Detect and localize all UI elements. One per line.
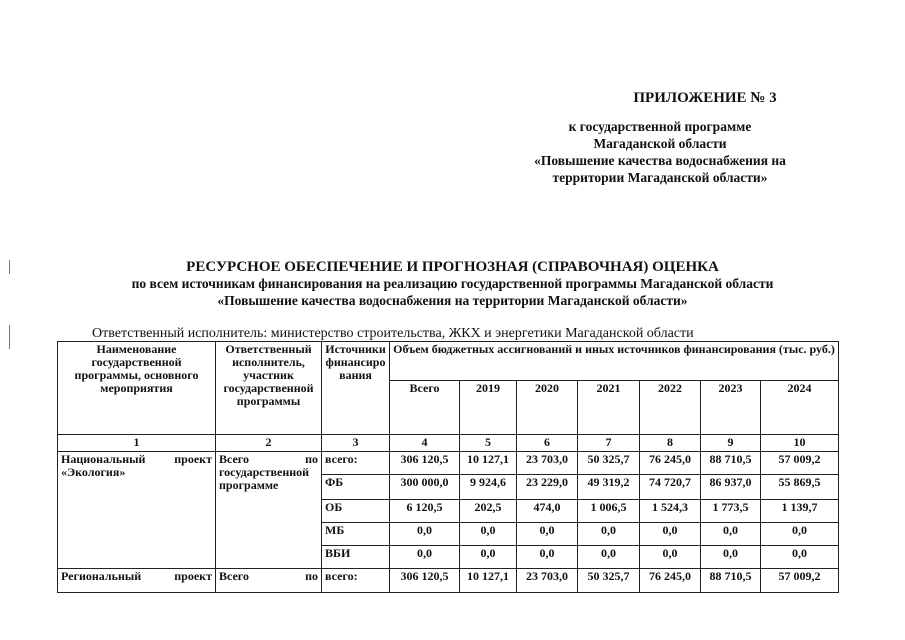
appendix-block <box>470 90 850 186</box>
appendix-line: «Повышение качества водоснабжения на <box>534 153 786 168</box>
value-cell: 0,0 <box>761 546 839 569</box>
value-cell: 74 720,7 <box>640 475 701 500</box>
header-volume: Объем бюджетных ассигнований и иных источников финансирования (тыс. руб.) <box>390 342 839 381</box>
column-number: 1 <box>58 435 216 452</box>
table-row <box>58 569 839 593</box>
source-cell: всего: <box>322 569 390 593</box>
value-cell: 0,0 <box>701 546 761 569</box>
value-cell: 0,0 <box>578 546 640 569</box>
program-name: «Повышение качества водоснабжения на территории Магаданской области» <box>217 293 688 308</box>
value-cell: 1 006,5 <box>578 500 640 523</box>
value-cell: 0,0 <box>640 523 701 546</box>
header-row <box>58 342 839 381</box>
value-cell: 0,0 <box>578 523 640 546</box>
value-cell: 49 319,2 <box>578 475 640 500</box>
value-cell: 86 937,0 <box>701 475 761 500</box>
header-year: 2019 <box>460 381 517 435</box>
source-cell: ОБ <box>322 500 390 523</box>
value-cell: 50 325,7 <box>578 569 640 593</box>
column-number: 6 <box>517 435 578 452</box>
financing-table <box>57 341 839 593</box>
value-cell: 1 139,7 <box>761 500 839 523</box>
value-cell: 0,0 <box>390 546 460 569</box>
value-cell: 0,0 <box>517 523 578 546</box>
appendix-line: к государственной программе <box>568 119 752 134</box>
responsible-executor: Ответственный исполнитель: министерство строительства, ЖКХ и энергетики Магаданской области <box>92 326 694 341</box>
column-number: 9 <box>701 435 761 452</box>
document-subtitle: по всем источникам финансирования на реализацию государственной программы Магаданской области <box>131 276 774 291</box>
column-number: 3 <box>322 435 390 452</box>
value-cell: 55 869,5 <box>761 475 839 500</box>
value-cell: 0,0 <box>701 523 761 546</box>
value-cell: 0,0 <box>460 523 517 546</box>
value-cell: 50 325,7 <box>578 452 640 475</box>
header-year: 2022 <box>640 381 701 435</box>
value-cell: 202,5 <box>460 500 517 523</box>
value-cell: 1 773,5 <box>701 500 761 523</box>
value-cell: 76 245,0 <box>640 452 701 475</box>
column-numbers-row <box>58 435 839 452</box>
value-cell: 306 120,5 <box>390 452 460 475</box>
source-cell: МБ <box>322 523 390 546</box>
appendix-number: ПРИЛОЖЕНИЕ № 3 <box>633 90 777 106</box>
column-number: 10 <box>761 435 839 452</box>
value-cell: 0,0 <box>761 523 839 546</box>
appendix-line: территории Магаданской области» <box>552 170 768 185</box>
value-cell: 57 009,2 <box>761 569 839 593</box>
header-name: Наименование государственной программы, основного мероприятия <box>58 342 216 435</box>
value-cell: 9 924,6 <box>460 475 517 500</box>
header-year: 2021 <box>578 381 640 435</box>
header-year: 2020 <box>517 381 578 435</box>
value-cell: 88 710,5 <box>701 569 761 593</box>
value-cell: 0,0 <box>517 546 578 569</box>
column-number: 4 <box>390 435 460 452</box>
value-cell: 0,0 <box>390 523 460 546</box>
value-cell: 10 127,1 <box>460 569 517 593</box>
header-sources: Источники финансиро вания <box>322 342 390 435</box>
source-cell: всего: <box>322 452 390 475</box>
value-cell: 306 120,5 <box>390 569 460 593</box>
header-year: 2024 <box>761 381 839 435</box>
value-cell: 6 120,5 <box>390 500 460 523</box>
column-number: 8 <box>640 435 701 452</box>
value-cell: 23 703,0 <box>517 569 578 593</box>
value-cell: 23 229,0 <box>517 475 578 500</box>
value-cell: 0,0 <box>460 546 517 569</box>
header-executor: Ответственный исполнитель, участник государственной программы <box>216 342 322 435</box>
section-executor: Всего по <box>216 569 322 593</box>
value-cell: 474,0 <box>517 500 578 523</box>
value-cell: 57 009,2 <box>761 452 839 475</box>
header-total: Всего <box>390 381 460 435</box>
value-cell: 10 127,1 <box>460 452 517 475</box>
source-cell: ВБИ <box>322 546 390 569</box>
column-number: 5 <box>460 435 517 452</box>
source-cell: ФБ <box>322 475 390 500</box>
section-executor: Всего по государственной программе <box>216 452 322 569</box>
appendix-line: Магаданской области <box>593 136 727 151</box>
column-number: 7 <box>578 435 640 452</box>
table-row <box>58 452 839 475</box>
document-title: РЕСУРСНОЕ ОБЕСПЕЧЕНИЕ И ПРОГНОЗНАЯ (СПРАВОЧНАЯ) ОЦЕНКА <box>186 259 719 275</box>
value-cell: 76 245,0 <box>640 569 701 593</box>
value-cell: 300 000,0 <box>390 475 460 500</box>
value-cell: 0,0 <box>640 546 701 569</box>
section-name: Региональный проект <box>58 569 216 593</box>
section-name: Национальный проект «Экология» <box>58 452 216 569</box>
scan-mark <box>9 325 10 349</box>
header-year: 2023 <box>701 381 761 435</box>
value-cell: 1 524,3 <box>640 500 701 523</box>
value-cell: 23 703,0 <box>517 452 578 475</box>
value-cell: 88 710,5 <box>701 452 761 475</box>
column-number: 2 <box>216 435 322 452</box>
